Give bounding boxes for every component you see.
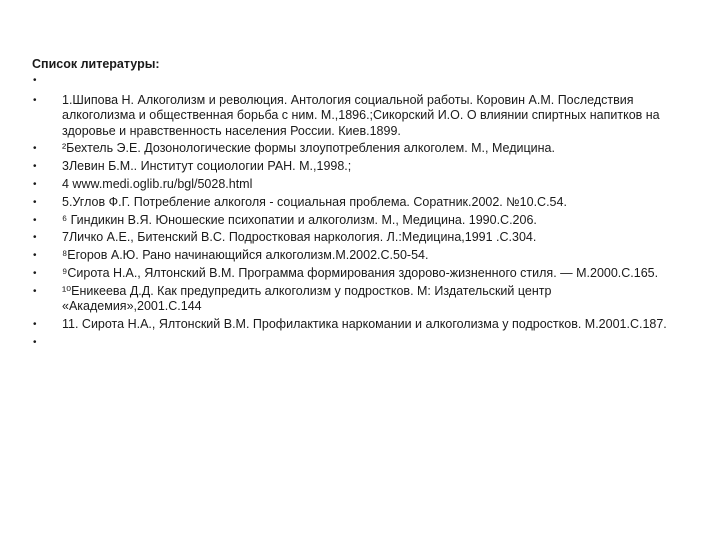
reference-text: 11. Сирота Н.А., Ялтонский В.М. Профилактика наркомании и алкоголизма у подростков. М.2001.С.187. (62, 316, 667, 331)
bullet-icon: • (33, 75, 37, 86)
reference-item-11 (32, 317, 692, 332)
reference-list (32, 73, 692, 350)
bullet-icon: • (33, 161, 37, 173)
bullet-icon: • (33, 232, 37, 244)
bullet-icon: • (33, 250, 37, 262)
bullet-icon: • (33, 267, 37, 279)
bullet-icon: • (33, 336, 37, 348)
reference-item-3 (32, 159, 692, 174)
bullet-icon: • (33, 143, 37, 155)
bullet-icon: • (33, 285, 37, 297)
reference-text: ¹⁰Еникеева Д.Д. Как предупредить алкоголизм у подростков. М: Издательский центр «Академия»,2001.С.144 (62, 283, 552, 313)
reference-text: 4 www.medi.oglib.ru/bgl/5028.html (62, 176, 253, 191)
reference-text: ⁸Егоров А.Ю. Рано начинающийся алкоголизм.М.2002.С.50-54. (62, 248, 429, 263)
reference-text (62, 73, 692, 88)
reference-item-6 (32, 213, 692, 228)
reference-item-8 (32, 248, 692, 263)
reference-item-9 (32, 266, 692, 281)
reference-item-0 (32, 73, 692, 88)
reference-text (62, 335, 692, 350)
reference-item-2 (32, 141, 692, 156)
reference-text: ⁹Сирота Н.А., Ялтонский В.М. Программа формирования здорово-жизненного стиля. — М.2000.С.165. (62, 265, 659, 280)
reference-item-4 (32, 177, 692, 192)
bullet-icon: • (33, 318, 37, 330)
reference-item-1 (32, 93, 692, 139)
bibliography-title: Список литературы: (32, 57, 160, 71)
bullet-icon: • (33, 178, 37, 190)
bullet-icon: • (33, 95, 37, 107)
reference-text: 1.Шипова Н. Алкоголизм и революция. Антология социальной работы. Коровин А.М. Последствия алкоголизма и общественная борьба с ним. М.,1896.;Сикорский И.О. О влиянии спиртных напитков на здоровье и нравственность населения России. Киев.1899. (62, 93, 660, 138)
slide-content (32, 57, 692, 355)
reference-item-12 (32, 335, 692, 350)
reference-text: 7Личко А.Е., Битенский В.С. Подростковая наркология. Л.:Медицина,1991 .С.304. (62, 230, 537, 245)
reference-text: ²Бехтель Э.Е. Дозонологические формы злоупотребления алкоголем. М., Медицина. (62, 141, 555, 156)
reference-text: 5.Углов Ф.Г. Потребление алкоголя - социальная проблема. Соратник.2002. №10.С.54. (62, 194, 567, 209)
reference-text: 3Левин Б.М.. Институт социологии РАН. М.,1998.; (62, 159, 352, 174)
reference-text: ⁶ Гиндикин В.Я. Юношеские психопатии и алкоголизм. М., Медицина. 1990.С.206. (62, 212, 537, 227)
bullet-icon: • (33, 196, 37, 208)
bullet-icon: • (33, 214, 37, 226)
reference-item-7 (32, 230, 692, 245)
reference-item-10 (32, 284, 692, 314)
reference-item-5 (32, 195, 692, 210)
